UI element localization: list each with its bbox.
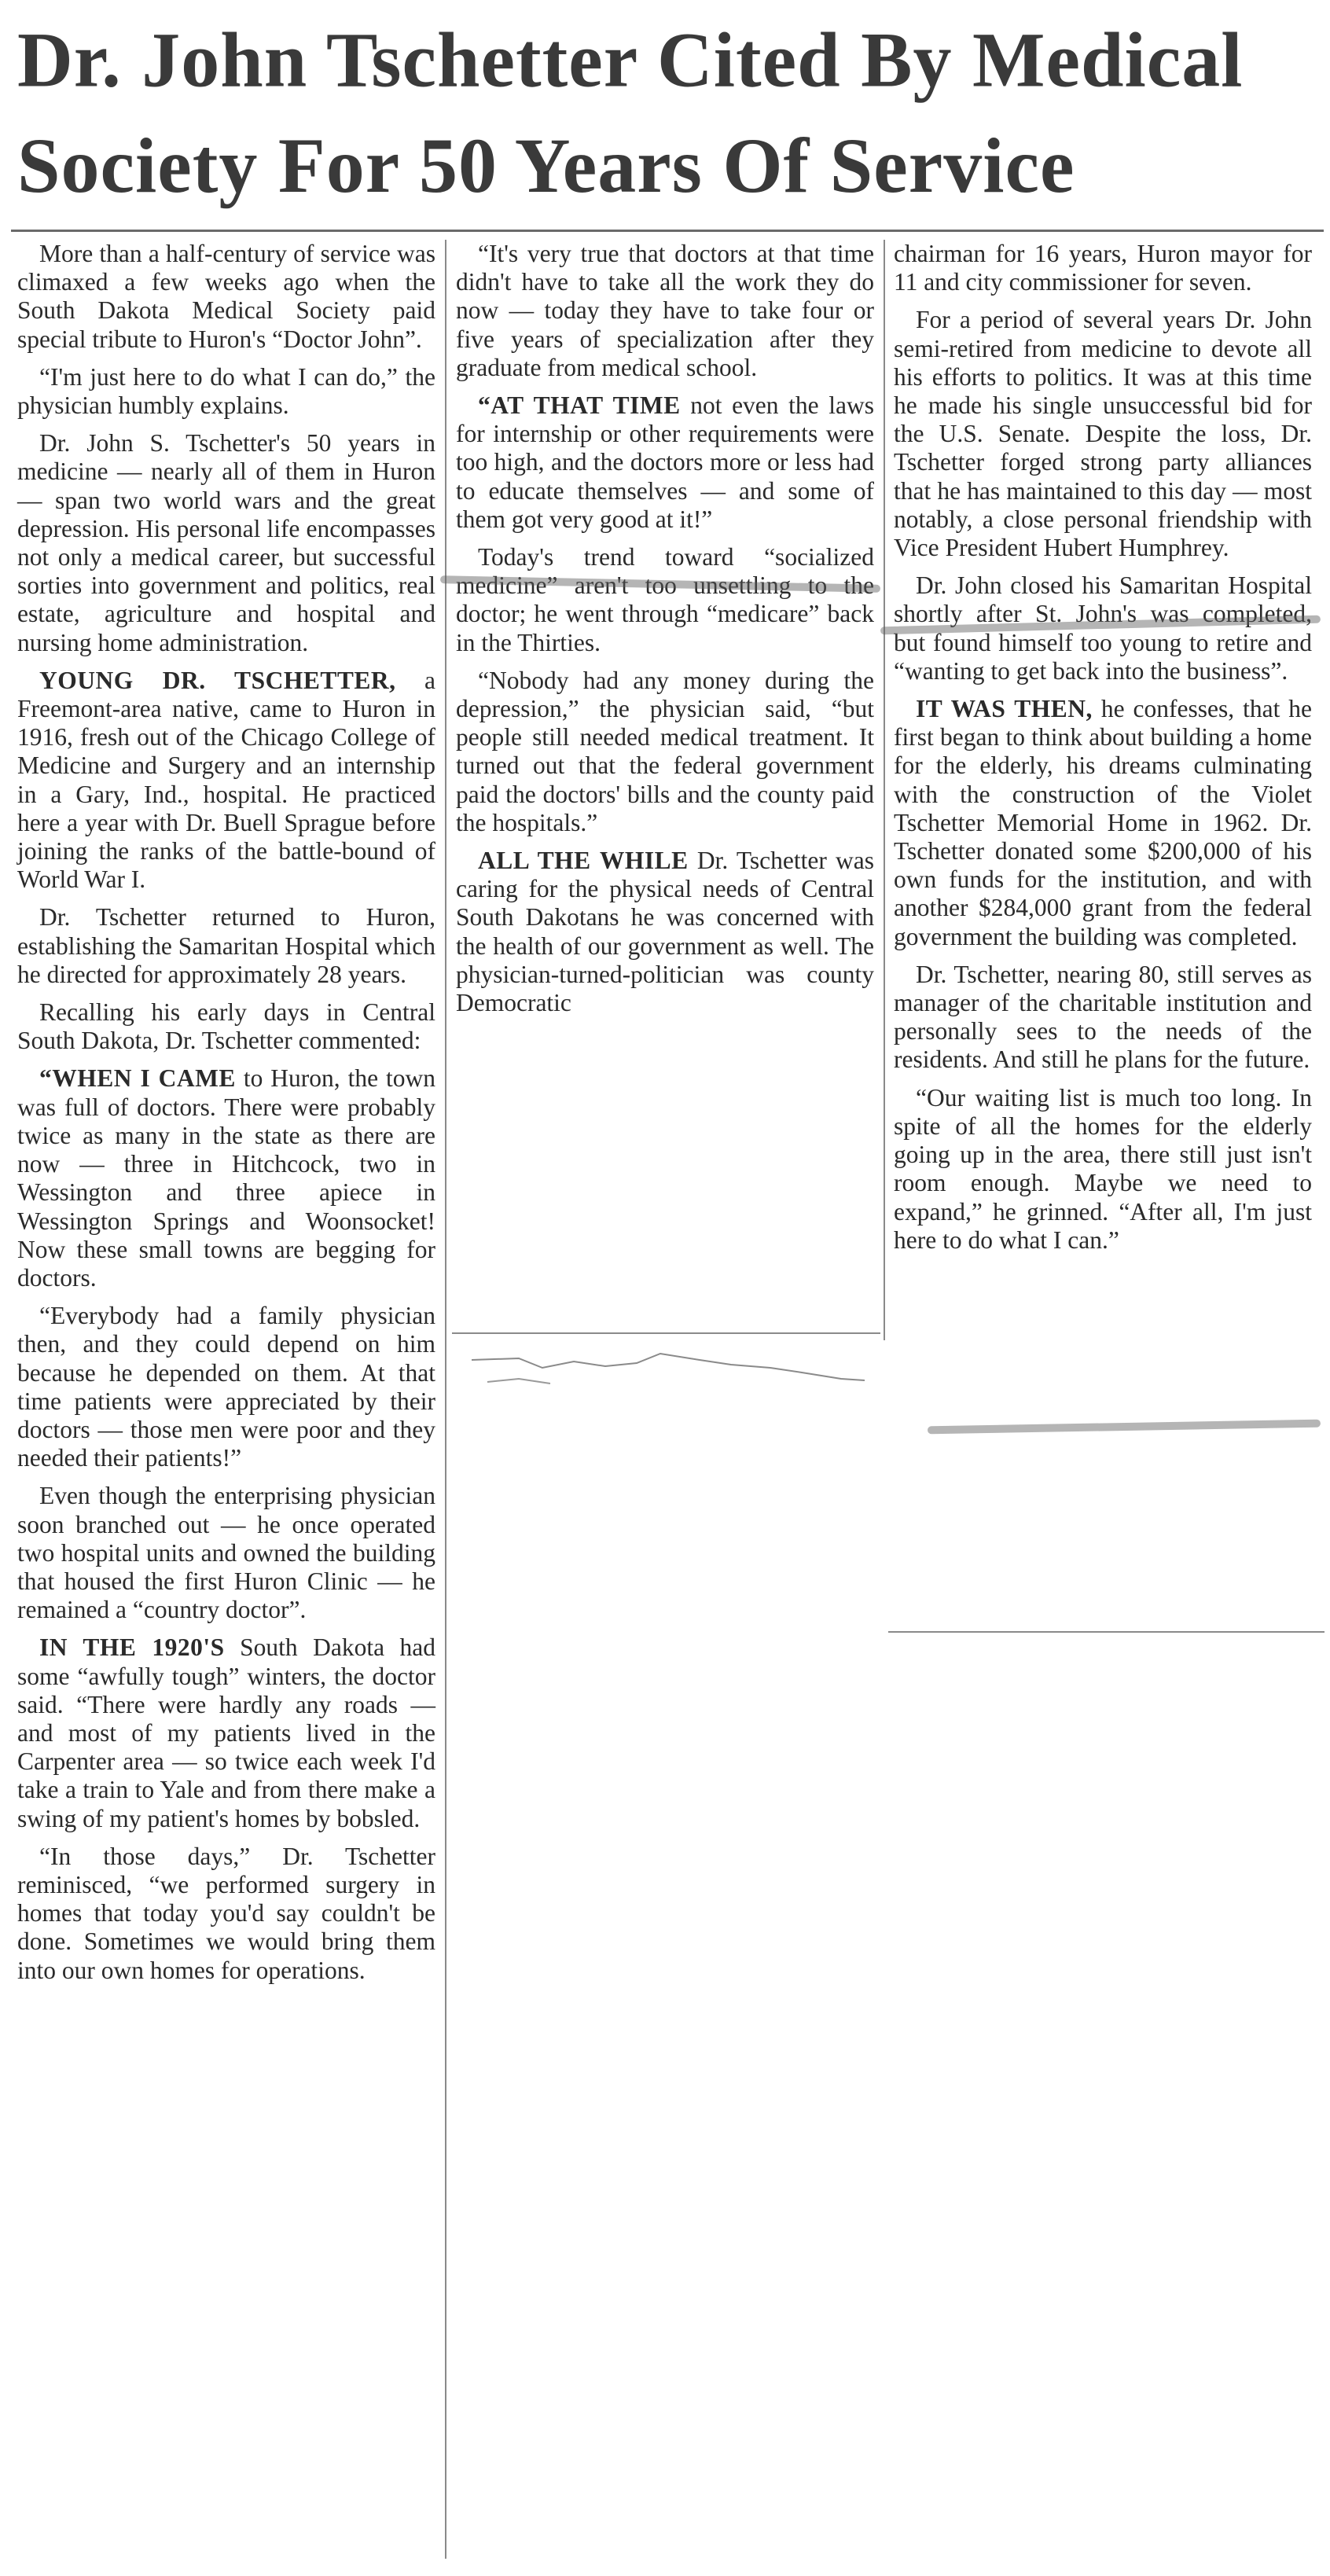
column-2-end-rule [452,1332,880,1334]
paragraph-text: “Our waiting list is much too long. In spite of all the homes for the elderly going up in the area, there still just isn't room enough. Maybe we need to expand,” he grinned. “After all, I'm just here to do what I can.” [894,1083,1312,1254]
article-paragraph [894,695,1312,951]
paragraph-text: More than a half-century of service was climaxed a few weeks ago when the South Dakota Medical Society paid special tribute to Huron's “Doctor John”. [17,240,435,353]
article-paragraph [17,1302,435,1472]
article-column-3 [894,240,1312,1264]
article-column-2 [456,240,874,1027]
paragraph-text: Today's trend toward “socialized medicine” aren't too unsettling to the doctor; he went through “medicare” back in the Thirties. [456,543,874,656]
headline-line-1: Dr. John Tschetter Cited By Medical [17,17,1244,104]
article-paragraph [17,1843,435,1985]
article-paragraph [17,240,435,354]
article-paragraph [456,240,874,382]
article-paragraph [456,667,874,837]
paragraph-text: not even the laws for internship or other requirements were too high, and the doctors more or less had to educate themselves — and some of them got very good at it!” [456,391,874,533]
article-paragraph [17,1064,435,1292]
paragraph-text: “I'm just here to do what I can do,” the physician humbly explains. [17,362,435,420]
paragraph-lead-in: “WHEN I CAME [39,1064,236,1093]
column-divider-1 [445,240,446,2559]
article-paragraph [894,961,1312,1075]
paragraph-text: chairman for 16 years, Huron mayor for 11 and city commissioner for seven. [894,240,1312,296]
paragraph-lead-in: YOUNG DR. TSCHETTER, [39,666,396,694]
article-paragraph [894,306,1312,562]
paragraph-lead-in: IT WAS THEN, [916,695,1093,723]
article-paragraph [456,543,874,657]
paragraph-text: Dr. Tschetter was caring for the physical needs of Central South Dakotans he was concerned with the health of our government as well. The physician-turned-politician was county Democratic [456,847,874,1017]
article-paragraph [456,847,874,1017]
column-divider-2 [884,240,885,1340]
article-paragraph [17,429,435,657]
paragraph-text: South Dakota had some “awfully tough” winters, the doctor said. “There were hardly any roads — and most of my patients lived in the Carpenter area — so twice each week I'd take a train to Yale and from there make a swing of my patient's homes by bobsled. [17,1633,436,1832]
paragraph-lead-in: “AT THAT TIME [478,391,681,420]
headline-line-2: Society For 50 Years Of Service [17,123,1075,210]
paragraph-text: a Freemont-area native, came to Huron in 1916, fresh out of the Chicago College of Medicine and Surgery and an internship in a Gary, Ind., hospital. He practiced here a year with Dr. Buell Sprague before joining the ranks of the battle-bound of World War I. [17,666,436,894]
paragraph-text: “Nobody had any money during the depression,” the physician said, “but people still needed medical treatment. It turned out that the federal government paid the doctors' bills and the county paid the hospitals.” [456,666,874,836]
article-paragraph [894,1084,1312,1255]
article-paragraph [17,363,435,420]
headline [17,7,1314,219]
article-paragraph [17,998,435,1055]
paragraph-text: Dr. Tschetter, nearing 80, still serves as manager of the charitable institution and personally sees to the needs of the residents. And still he plans for the future. [894,960,1312,1074]
article-paragraph [456,391,874,534]
paragraph-lead-in: IN THE 1920'S [39,1633,225,1662]
paragraph-text: he confesses, that he first began to think about building a home for the elderly, his dreams culminating with the construction of the Violet Tschetter Memorial Home in 1962. Dr. Tschetter donated some $200,000 of his own funds for the institution, and with another $284,000 grant from the federal government the building was completed. [894,695,1313,950]
article-paragraph [17,903,435,989]
article-paragraph [17,1633,435,1832]
paragraph-lead-in: ALL THE WHILE [478,847,689,875]
article-paragraph [17,667,435,895]
paragraph-text: to Huron, the town was full of doctors. There were probably twice as many in the state as there are now — three in Hitchcock, two in Wessington and three apiece in Wessington Springs and Woonsocket! Now these small towns are begging for doctors. [17,1064,435,1292]
paragraph-text: Even though the enterprising physician soon branched out — he once operated two hospital units and owned the building that housed the first Huron Clinic — he remained a “country doctor”. [17,1482,435,1624]
article-column-1 [17,240,435,1994]
paragraph-text: Dr. Tschetter returned to Huron, establishing the Samaritan Hospital which he directed for approximately 28 years. [17,903,435,988]
paragraph-text: Dr. John closed his Samaritan Hospital shortly after St. John's was completed, but found himself too young to retire and “wanting to get back into the business”. [894,571,1312,685]
paragraph-text: Dr. John S. Tschetter's 50 years in medicine — nearly all of them in Huron — span two world wars and the great depression. His personal life encompasses not only a medical career, but successful sorties into government and politics, real estate, agriculture and hospital and nursing home administration. [17,429,435,656]
ink-smear [928,1420,1321,1435]
article-paragraph [894,240,1312,296]
headline-rule [11,230,1324,232]
paragraph-text: “Everybody had a family physician then, and they could depend on him because he depended on them. At that time patients were appreciated by their doctors — those men were poor and they needed their patients!” [17,1302,435,1472]
paragraph-text: “In those days,” Dr. Tschetter reminisced, “we performed surgery in homes that today you'd say couldn't be done. Sometimes we would bring them into our own homes for operations. [17,1842,435,1984]
paragraph-text: “It's very true that doctors at that time didn't have to take all the work they do now — today they have to take four or five years of specialization after they graduate from medical school. [456,240,874,381]
torn-paper-edge [472,1344,865,1407]
article-paragraph [17,1482,435,1624]
paragraph-text: For a period of several years Dr. John semi-retired from medicine to devote all his efforts to politics. It was at this time he made his single unsuccessful bid for the U.S. Senate. Despite the loss, Dr. Tschetter forged strong party alliances that he has maintained to this day — most notably, a close personal friendship with Vice President Hubert Humphrey. [894,306,1312,562]
paragraph-text: Recalling his early days in Central South Dakota, Dr. Tschetter commented: [17,998,435,1055]
column-3-end-rule [888,1631,1324,1633]
